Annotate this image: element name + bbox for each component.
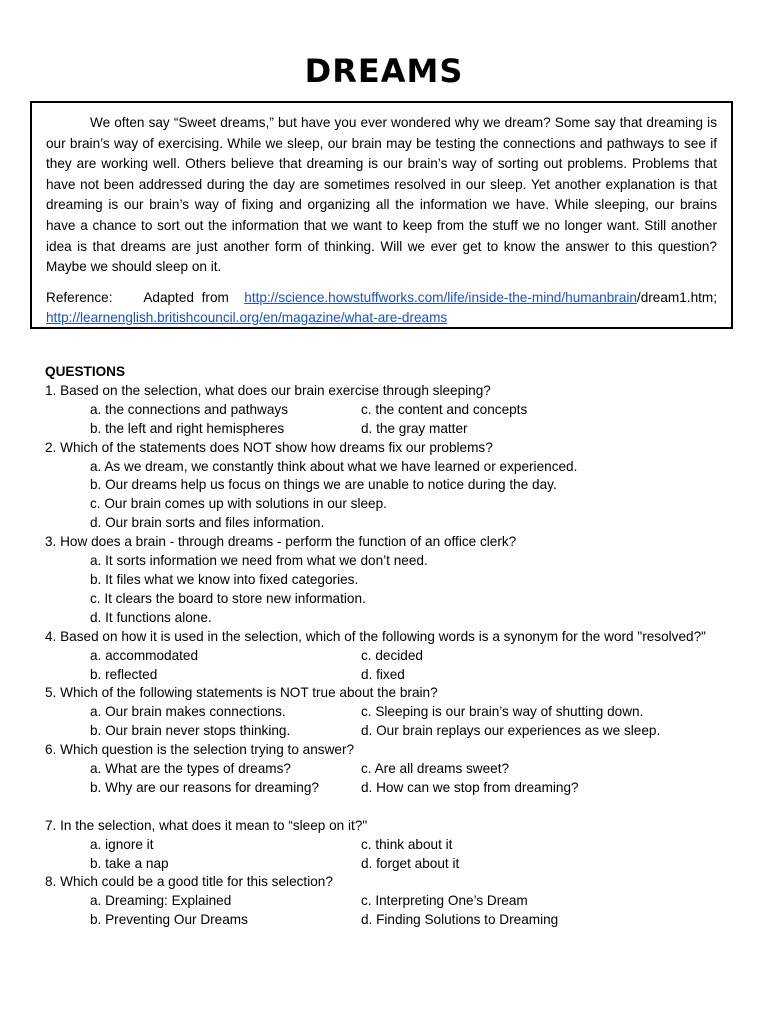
option-row — [45, 779, 735, 798]
reference-label: Reference: — [46, 289, 113, 305]
option-b: b. reflected — [90, 666, 158, 682]
option-b: b. the left and right hemispheres — [90, 420, 285, 436]
option-row — [45, 401, 735, 420]
option-row — [45, 495, 735, 514]
option-c: c. the content and concepts — [361, 401, 528, 417]
option-b: b. take a nap — [90, 855, 169, 871]
option-a: a. What are the types of dreams? — [90, 761, 291, 777]
passage-text: We often say “Sweet dreams,” but have you ever wondered why we dream? Some say that dreaming is our brain’s way of exercising. While we sleep, our brain may be testing the connections and pathways to see if they are working well. Others believe that dreaming is our brain’s way of sorting out problems. Problems that have not been addressed during the day are sometimes resolved in our sleep. Yet another explanation is that dreaming is our brain’s way of fixing and organizing all the information we have. While sleeping, our brains have a chance to sort out the information that we want to keep from the stuff we no longer want. Still another idea is that dreams are just another form of thinking. Will we ever get to know the answer to this question? Maybe we should sleep on it. — [46, 115, 717, 275]
option-d: d. forget about it — [361, 855, 460, 871]
option-a: a. Our brain makes connections. — [90, 704, 286, 720]
option-d: d. Our brain replays our experiences as we sleep. — [361, 723, 661, 739]
option-row — [45, 892, 735, 911]
passage-box — [30, 101, 733, 329]
option-b: b. Preventing Our Dreams — [90, 912, 248, 928]
option-a: a. the connections and pathways — [90, 401, 288, 417]
option-c: c. It clears the board to store new information. — [90, 590, 366, 606]
question-stem: 3. How does a brain - through dreams - perform the function of an office clerk? — [45, 534, 517, 550]
option-d: d. the gray matter — [361, 420, 468, 436]
option-row — [45, 571, 735, 590]
option-d: d. It functions alone. — [90, 609, 212, 625]
option-c: c. Our brain comes up with solutions in our sleep. — [90, 496, 387, 512]
reference-link-britishcouncil[interactable]: http://learnenglish.britishcouncil.org/en/magazine/what-are-dreams — [46, 309, 448, 325]
reference — [46, 288, 717, 328]
option-a: a. It sorts information we need from what we don’t need. — [90, 553, 428, 569]
option-b: b. It files what we know into fixed categories. — [90, 571, 359, 587]
option-b: b. Why are our reasons for dreaming? — [90, 779, 319, 795]
question-stem: 7. In the selection, what does it mean to “sleep on it?" — [45, 817, 368, 833]
option-row — [45, 647, 735, 666]
question-stem: 8. Which could be a good title for this selection? — [45, 874, 333, 890]
option-c: c. Sleeping is our brain’s way of shutting down. — [361, 704, 644, 720]
option-c: c. Are all dreams sweet? — [361, 761, 510, 777]
option-row — [45, 760, 735, 779]
question-stem: 2. Which of the statements does NOT show how dreams fix our problems? — [45, 439, 493, 455]
option-b: b. Our brain never stops thinking. — [90, 723, 291, 739]
spacer — [45, 798, 735, 817]
question-stem: 4. Based on how it is used in the selection, which of the following words is a synonym for the word "resolved?" — [45, 628, 706, 644]
option-d: d. fixed — [361, 666, 405, 682]
option-c: c. decided — [361, 647, 423, 663]
question-stem: 6. Which question is the selection trying to answer? — [45, 742, 355, 758]
questions-heading: QUESTIONS — [45, 364, 126, 379]
reference-link-tail: /dream1.htm; — [636, 289, 718, 305]
option-row — [45, 476, 735, 495]
questions-section — [45, 363, 735, 930]
option-row — [45, 458, 735, 477]
option-d: d. Finding Solutions to Dreaming — [361, 912, 559, 928]
option-row — [45, 855, 735, 874]
question-stem: 1. Based on the selection, what does our brain exercise through sleeping? — [45, 382, 491, 398]
option-c: c. Interpreting One’s Dream — [361, 893, 528, 909]
option-row — [45, 836, 735, 855]
option-row — [45, 722, 735, 741]
page-title: DREAMS — [304, 52, 464, 90]
option-row — [45, 590, 735, 609]
option-a: a. accommodated — [90, 647, 199, 663]
option-d: d. How can we stop from dreaming? — [361, 779, 579, 795]
reference-link-howstuffworks[interactable]: http://science.howstuffworks.com/life/inside-the-mind/humanbrain — [244, 289, 637, 305]
option-row — [45, 911, 735, 930]
option-row — [45, 609, 735, 628]
option-a: a. Dreaming: Explained — [90, 893, 232, 909]
option-a: a. As we dream, we constantly think about what we have learned or experienced. — [90, 458, 578, 474]
option-row — [45, 703, 735, 722]
reference-prefix: Adapted from — [143, 289, 229, 305]
option-row — [45, 666, 735, 685]
option-row — [45, 552, 735, 571]
option-d: d. Our brain sorts and files information. — [90, 515, 325, 531]
option-a: a. ignore it — [90, 836, 154, 852]
option-row — [45, 514, 735, 533]
option-b: b. Our dreams help us focus on things we are unable to notice during the day. — [90, 477, 557, 493]
option-row — [45, 420, 735, 439]
question-stem: 5. Which of the following statements is NOT true about the brain? — [45, 685, 438, 701]
option-c: c. think about it — [361, 836, 453, 852]
